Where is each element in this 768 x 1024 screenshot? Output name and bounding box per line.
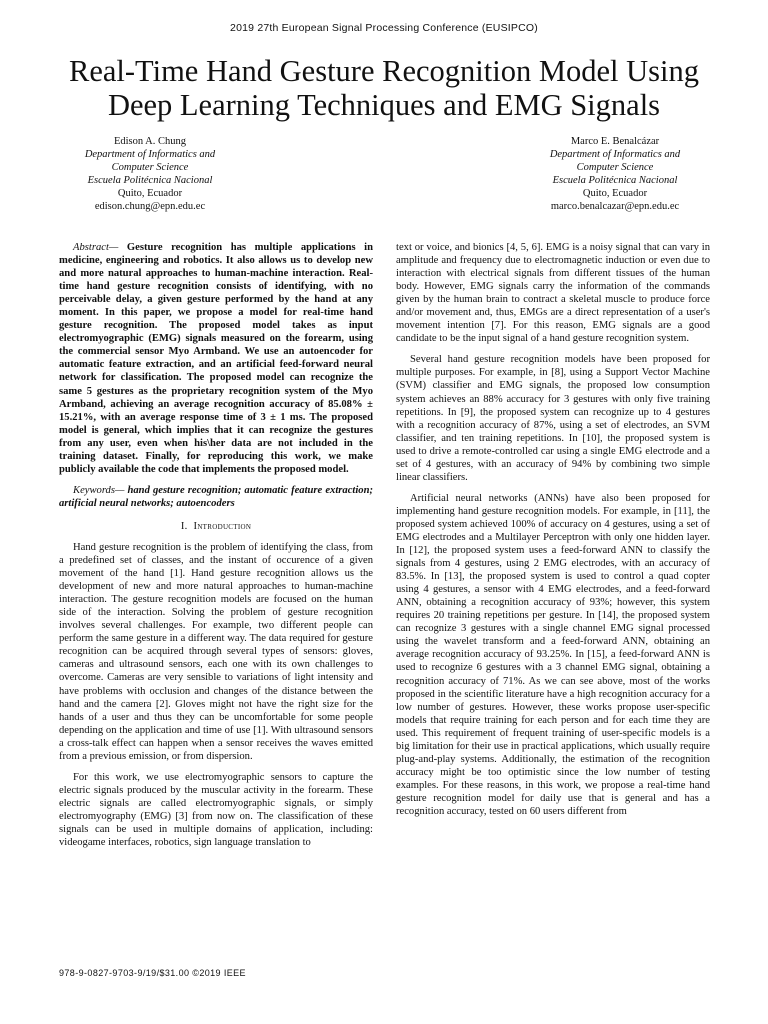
body-paragraph: text or voice, and bionics [4, 5, 6]. EMG is a noisy signal that can vary in amplitude and frequency due to electromagnetic induction or even due to interaction with electrical signals from different tissues of the human body. However, EMG signals carry the information of the commands given by the human brain to contract a skeletal muscle to produce force and/or movement and, thus, EMGs are a direct representation of a user's movement intention [7]. For this reason, EMG signals are a good candidate to be the input signal of a hand gesture recognition system. xyxy=(396,242,710,345)
author-name: Marco E. Benalcázar xyxy=(570,136,660,147)
right-column xyxy=(396,241,710,826)
author-school: Escuela Politécnica Nacional xyxy=(552,175,678,186)
abstract-text: Gesture recognition has multiple applications in medicine, engineering and robotics. It also allows us to develop new and more natural approaches to human-machine interaction. Real-time hand gesture recognition consists of identifying, with no perceivable delay, a given gesture performed by the hand at any moment. In this paper, we propose a model for real-time hand gesture recognition. The proposed model takes as input electromyographic (EMG) signals measured on the forearm, using the commercial sensor Myo Armband. We use an autoencoder for automatic feature extraction, and an artificial feed-forward neural network for classification. The proposed model can recognize the same 5 gestures as the proprietary recognition system of the Myo Armband, achieving an average recognition accuracy of 85.08% ± 15.21%, with an average response time of 3 ± 1 ms. The proposed model is general, which implies that it can recognize the gestures from any user, even when his\her data are not included in the training dataset. Finally, for reproducing this work, we make publicly available the code that implements the proposed model. xyxy=(59,242,373,475)
author-city: Quito, Ecuador xyxy=(117,188,183,199)
body-paragraph: Hand gesture recognition is the problem of identifying the class, from a predefined set of classes, and the instant of occurence of a given movement of the hand [1]. Hand gesture recognition allows us the development of new and more natural approaches to human-machine interaction. The gesture recognition models are focused on the human side of the interaction. Solving the problem of gesture recognition involves several challenges. For example, two different people can perform the same gesture in a different way. The data required for gesture recognition can be acquired through several types of sensors: gloves, cameras and ultrasound sensors, each one with its own challenges to overcome. Cameras are very sensible to variations of light intensity and have problems with occlusion and changes of the distance between the hand and the camera [2]. Gloves might not have the right size for the hands of a user and thus they can be uncomfortable for some people depending on the application and time of use [1]. With ultrasound sensors a cross-talk effect can happen when a sensor receives the waves emitted from a previous emission, or from dispersion. xyxy=(59,541,373,762)
section-heading xyxy=(59,520,373,533)
author-email[interactable]: edison.chung@epn.edu.ec xyxy=(94,201,206,212)
body-paragraph: For this work, we use electromyographic sensors to capture the electric signals produced by the muscular activity in the forearm. These electric signals are called electromyographic signals, or simply electromyography (EMG) [3] from now on. The classification of these signals can be used in multiple domains of application, including: videogame interfaces, robotics, sign language translation to xyxy=(59,771,373,849)
section-number: I. xyxy=(180,520,188,532)
left-column xyxy=(59,241,373,857)
copyright-footer: 978-9-0827-9703-9/19/$31.00 ©2019 IEEE xyxy=(59,968,246,978)
paper-title xyxy=(40,54,728,122)
author-department: Department of Informatics and xyxy=(549,149,681,160)
author-email[interactable]: marco.benalcazar@epn.edu.ec xyxy=(550,201,680,212)
title-line-1: Real-Time Hand Gesture Recognition Model Using xyxy=(69,54,699,88)
keywords-text: hand gesture recognition; automatic feature extraction; artificial neural networks; autoencoders xyxy=(59,484,373,509)
abstract xyxy=(59,241,373,476)
title-line-2: Deep Learning Techniques and EMG Signals xyxy=(107,88,661,122)
author-city: Quito, Ecuador xyxy=(582,188,648,199)
section-title: Introduction xyxy=(193,520,252,532)
author-school: Escuela Politécnica Nacional xyxy=(87,175,213,186)
author-name: Edison A. Chung xyxy=(113,136,187,147)
body-paragraph: Several hand gesture recognition models have been proposed for multiple purposes. For example, in [8], using a Support Vector Machine (SVM) classifier and EMG signals, the proposed low consumption system achieves an 88% accuracy for 3 gestures with only five training repetitions. In [9], the proposed system can recognize up to 4 gestures with a recognition accuracy of 87%, using a set of electrodes, an SVM classifier, and ten training repetitions. In [10], the proposed system is used to drive a remote-controlled car using a single EMG electrode and a set of 4 gestures, with an accuracy of 94% by combining two simple linear classifiers. xyxy=(396,354,710,483)
author-department-cont: Computer Science xyxy=(576,162,654,173)
author-block-1 xyxy=(40,135,260,213)
author-department: Department of Informatics and xyxy=(84,149,216,160)
body-paragraph: Artificial neural networks (ANNs) have also been proposed for implementing hand gesture recognition models. For example, in [11], the proposed system achieved 100% of accuracy on 4 gestures, using a set of EMG electrodes and a Multilayer Perceptron with only one hidden layer. In [12], the proposed system uses a feed-forward ANN to classify the signals from 4 gestures, using 2 EMG electrodes, with an accuracy of 83.5%. In [13], the proposed system is used to control a quad copter using 4 gestures, a sensor with 4 EMG electrodes, and a feed-forward ANN, obtaining a recognition accuracy of 93%; however, this system requires 20 training repetitions per gesture. In [14], the proposed system can recognize 3 gestures with a single channel EMG signal processed using the wavelet transform and a feed-forward ANN, obtaining an average recognition accuracy of 93.25%. In [15], a feed-forward ANN is used to recognize 6 gestures with a 3 channel EMG signal, obtaining a recognition accuracy of 71%. As we can see above, most of the works proposed in the scientific literature have a high recognition accuracy for a low number of gestures. However, these works propose user-specific models that require training for each person and for each time they are used. This requirement of frequent training of user-specific models is a big limitation for their use in practical applications, which usually require plug-and-play systems. Additionally, the estimation of the recognition accuracy might be too optimistic since the low number of testing examples. For these reasons, in this work, we propose a real-time hand gesture recognition model for daily use that is general and has a recognition accuracy, tested on 60 users different from xyxy=(396,492,710,817)
conference-header: 2019 27th European Signal Processing Conference (EUSIPCO) xyxy=(230,22,538,34)
author-block-2 xyxy=(505,135,725,213)
keywords-lead: Keywords— xyxy=(73,484,125,496)
abstract-lead: Abstract— xyxy=(73,242,119,253)
author-department-cont: Computer Science xyxy=(111,162,189,173)
keywords xyxy=(59,484,373,510)
